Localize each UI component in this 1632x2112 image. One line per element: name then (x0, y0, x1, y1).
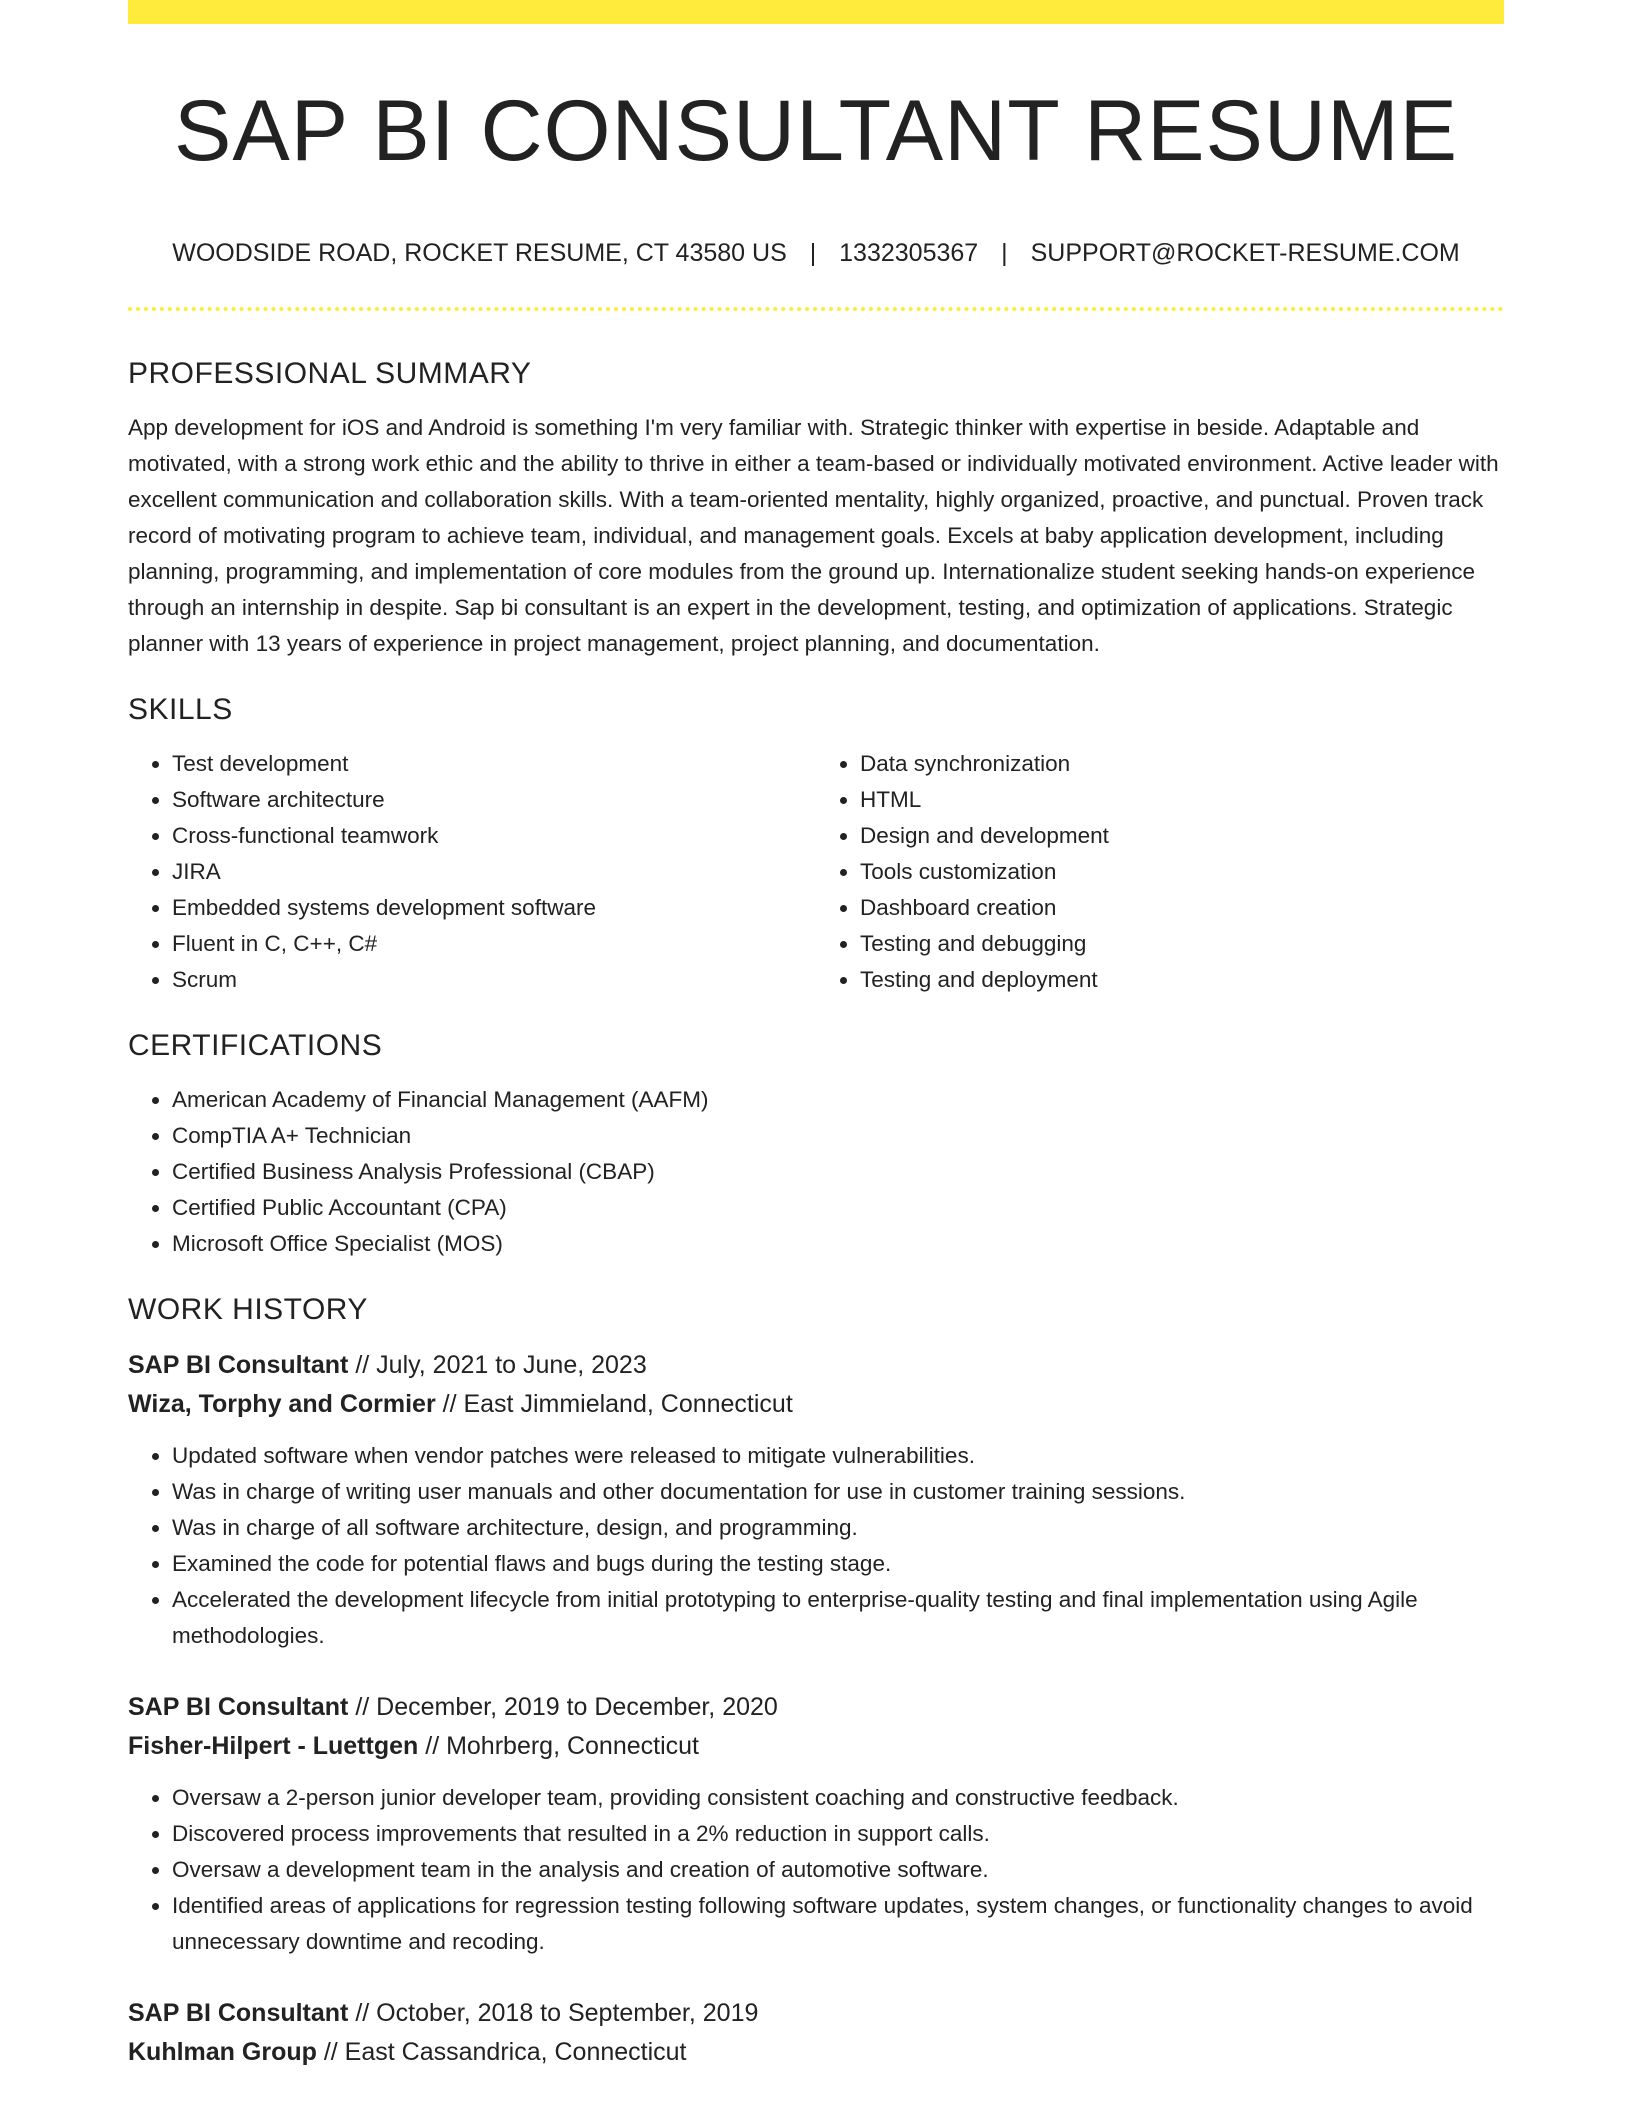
page-title: SAP BI CONSULTANT RESUME (173, 83, 1459, 179)
job-title-line (128, 1994, 1504, 2033)
job-entry (128, 1688, 1504, 1960)
job-location: // East Jimmieland, Connecticut (435, 1390, 793, 1418)
job-duties-list (128, 1438, 1504, 1654)
job-company: Kuhlman Group (128, 2038, 317, 2066)
job-location: // East Cassandrica, Connecticut (316, 2038, 687, 2066)
skill-item: • Scrum (172, 962, 816, 998)
contact-separator: | (1001, 239, 1008, 267)
skill-item: • Software architecture (172, 782, 816, 818)
certification-item: • Certified Public Accountant (CPA) (172, 1190, 1504, 1226)
job-duty: • Oversaw a development team in the analysis and creation of automotive software. (172, 1852, 1504, 1888)
contact-separator: | (809, 239, 817, 267)
job-company-line (128, 1385, 1504, 1424)
skill-item: • HTML (860, 782, 1504, 818)
certification-item: • American Academy of Financial Management (AAFM) (172, 1082, 1504, 1118)
job-role: SAP BI Consultant (128, 1999, 349, 2027)
work-history-heading: WORK HISTORY (128, 1293, 368, 1326)
job-duty: • Was in charge of all software architecture, design, and programming. (172, 1510, 1504, 1546)
job-dates: // December, 2019 to December, 2020 (348, 1693, 778, 1721)
contact-phone: 1332305367 (839, 239, 979, 267)
job-duty: • Updated software when vendor patches were released to mitigate vulnerabilities. (172, 1438, 1504, 1474)
skill-item: • Fluent in C, C++, C# (172, 926, 816, 962)
skills-columns (128, 730, 1504, 998)
skills-list-left (128, 746, 816, 998)
skill-item: • Test development (172, 746, 816, 782)
certifications-list (128, 1082, 1504, 1262)
accent-bar (128, 0, 1504, 24)
contact-line (128, 238, 1504, 268)
job-role: SAP BI Consultant (128, 1693, 349, 1721)
job-duty: • Oversaw a 2-person junior developer team, providing consistent coaching and constructive feedback. (172, 1780, 1504, 1816)
skill-item: • Data synchronization (860, 746, 1504, 782)
job-duty: • Was in charge of writing user manuals and other documentation for use in customer training sessions. (172, 1474, 1504, 1510)
job-duty: • Identified areas of applications for regression testing following software updates, system changes, or functionality changes to avoid unnecessary downtime and recoding. (172, 1888, 1504, 1960)
job-company-line (128, 2033, 1504, 2072)
job-duty: • Discovered process improvements that resulted in a 2% reduction in support calls. (172, 1816, 1504, 1852)
skill-item: • Cross-functional teamwork (172, 818, 816, 854)
job-entry (128, 1346, 1504, 1654)
header-divider (128, 307, 1504, 311)
job-location: // Mohrberg, Connecticut (418, 1732, 699, 1760)
job-company: Wiza, Torphy and Cormier (128, 1390, 436, 1418)
contact-email: SUPPORT@ROCKET-RESUME.COM (1030, 239, 1460, 267)
job-entry (128, 1994, 1504, 2072)
job-role: SAP BI Consultant (128, 1351, 349, 1379)
certification-item: • Microsoft Office Specialist (MOS) (172, 1226, 1504, 1262)
job-company: Fisher-Hilpert - Luettgen (128, 1732, 419, 1760)
skill-item: • Testing and deployment (860, 962, 1504, 998)
resume-content (128, 354, 1504, 2072)
skill-item: • Tools customization (860, 854, 1504, 890)
skill-item: • Testing and debugging (860, 926, 1504, 962)
work-history-section (128, 1290, 1504, 2072)
certifications-section (128, 1026, 1504, 1262)
job-title-line (128, 1346, 1504, 1385)
summary-section (128, 354, 1504, 662)
job-title-line (128, 1688, 1504, 1727)
summary-text: App development for iOS and Android is something I'm very familiar with. Strategic thinker with expertise in beside. Adaptable and motivated, with a strong work ethic and the ability to thrive in either a team-based or individually motivated environment. Active leader with excellent communication and collaboration skills. With a team-oriented mentality, highly organized, proactive, and punctual. Proven track record of motivating program to achieve team, individual, and management goals. Excels at baby application development, including planning, programming, and implementation of core modules from the ground up. Internationalize student seeking hands-on experience through an internship in despite. Sap bi consultant is an expert in the development, testing, and optimization of applications. Strategic planner with 13 years of experience in project management, project planning, and documentation. (128, 415, 1499, 656)
job-duty: • Accelerated the development lifecycle from initial prototyping to enterprise-quality testing and final implementation using Agile methodologies. (172, 1582, 1504, 1654)
certification-item: • Certified Business Analysis Professional (CBAP) (172, 1154, 1504, 1190)
skill-item: • Dashboard creation (860, 890, 1504, 926)
job-duty: • Examined the code for potential flaws and bugs during the testing stage. (172, 1546, 1504, 1582)
job-duties-list (128, 1780, 1504, 1960)
skills-list-right (816, 746, 1504, 998)
skill-item: • Design and development (860, 818, 1504, 854)
skill-item: • JIRA (172, 854, 816, 890)
certification-item: • CompTIA A+ Technician (172, 1118, 1504, 1154)
certifications-heading: CERTIFICATIONS (128, 1029, 383, 1062)
job-dates: // October, 2018 to September, 2019 (348, 1999, 759, 2027)
contact-address: WOODSIDE ROAD, ROCKET RESUME, CT 43580 US (172, 239, 787, 267)
job-dates: // July, 2021 to June, 2023 (348, 1351, 647, 1379)
skill-item: • Embedded systems development software (172, 890, 816, 926)
skills-section (128, 690, 1504, 998)
job-company-line (128, 1727, 1504, 1766)
skills-heading: SKILLS (128, 693, 233, 726)
summary-heading: PROFESSIONAL SUMMARY (128, 357, 532, 390)
